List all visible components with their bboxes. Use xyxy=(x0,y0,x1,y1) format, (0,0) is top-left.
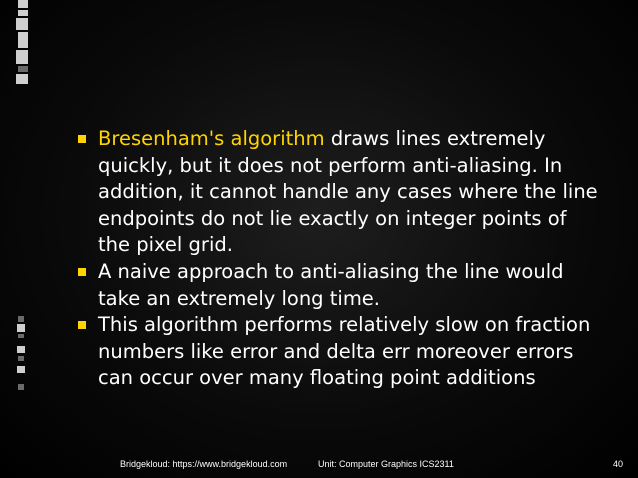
decor-bar-bottom-6 xyxy=(17,366,25,373)
bullet-item-3 xyxy=(78,312,598,392)
bullet-text: draws lines extremely quickly, but it does not perform anti-aliasing. In addition, it cannot handle any cases where the line endpoints do not lie exactly on integer points of the pixel grid. xyxy=(98,127,598,257)
slide-body xyxy=(78,126,598,392)
bullet-text: This algorithm performs relatively slow on fraction numbers like error and delta err moreover errors can occur over many floating point additions xyxy=(98,313,591,390)
bullet-text: A naive approach to anti-aliasing the line would take an extremely long time. xyxy=(98,259,564,310)
decor-bar-bottom-4 xyxy=(17,346,25,353)
bullet-item-1 xyxy=(78,126,598,259)
decor-bar-bottom-7 xyxy=(18,384,24,390)
decor-bar-bottom-5 xyxy=(18,356,24,361)
decor-bar-top-7 xyxy=(16,74,28,84)
bullet-square-icon xyxy=(78,321,86,329)
decor-bar-bottom-2 xyxy=(17,324,25,332)
footer-unit: Unit: Computer Graphics ICS2311 xyxy=(318,459,454,469)
decor-bar-top-1 xyxy=(18,0,28,8)
decor-bar-bottom-1 xyxy=(18,316,24,322)
footer-source: Bridgekloud: https://www.bridgekloud.com xyxy=(120,459,288,469)
decor-bar-top-4 xyxy=(18,32,28,48)
bullet-highlight: Bresenham's algorithm xyxy=(98,127,325,150)
page-number: 40 xyxy=(612,459,623,469)
decor-bar-bottom-3 xyxy=(18,334,24,338)
decor-bar-top-3 xyxy=(16,18,28,30)
bullet-square-icon xyxy=(78,135,86,143)
bullet-item-2 xyxy=(78,259,598,312)
decor-bar-top-6 xyxy=(18,66,28,72)
decor-bar-top-2 xyxy=(18,10,28,16)
decor-bar-top-5 xyxy=(16,50,28,64)
bullet-square-icon xyxy=(78,268,86,276)
